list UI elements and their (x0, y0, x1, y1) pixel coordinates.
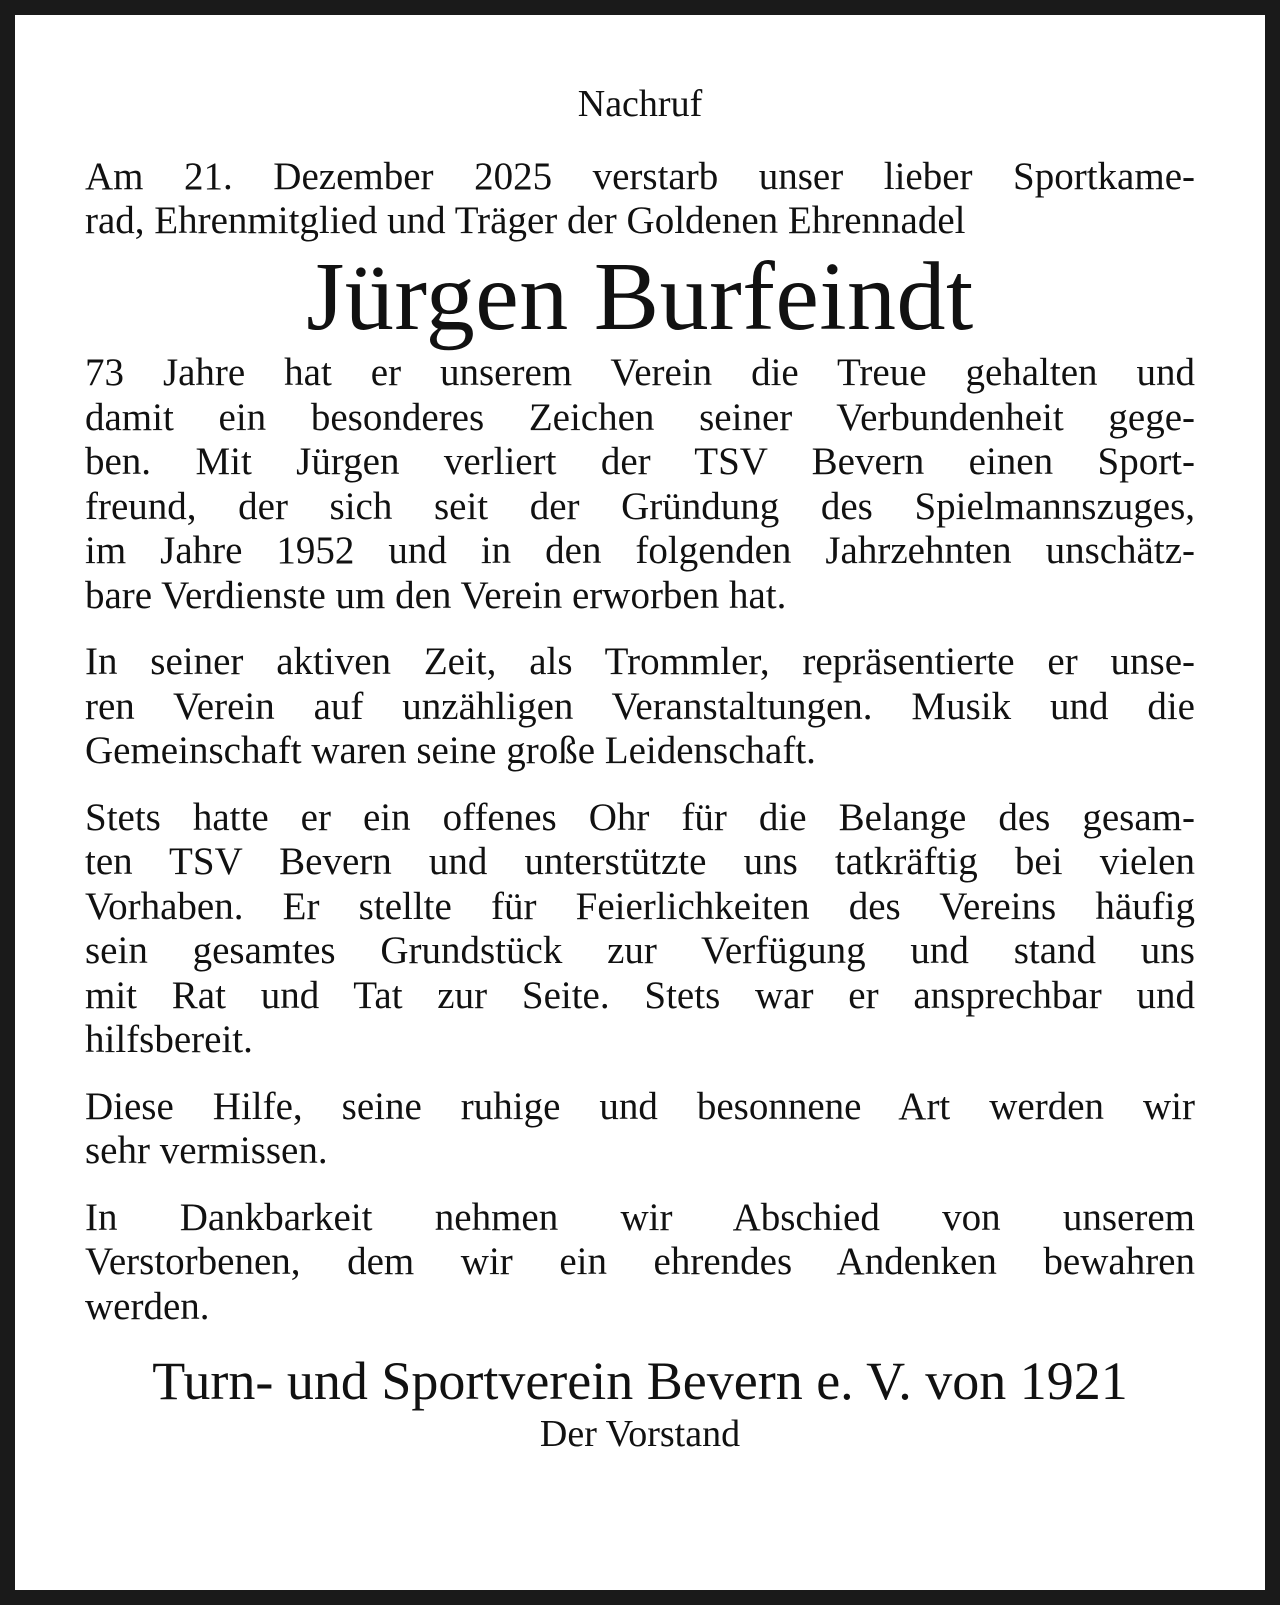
paragraph-line: werden. (85, 1284, 210, 1328)
paragraph-line: ren Verein auf unzähligen Veranstaltungen. Musik und die (85, 684, 1195, 728)
paragraph-line: Verstorbenen, dem wir ein ehrendes Andenken bewahren (85, 1240, 1195, 1283)
intro-line: Am 21. Dezember 2025 verstarb unser lieber Sportkame- (85, 155, 1195, 198)
paragraph-line: bare Verdienste um den Verein erworben hat. (85, 573, 787, 617)
paragraph-line: Stets hatte er ein offenes Ohr für die Belange des gesam- (85, 795, 1195, 839)
paragraph-line: ben. Mit Jürgen verliert der TSV Bevern einen Sport- (85, 440, 1195, 483)
paragraph-line: hilfsbereit. (85, 1018, 253, 1061)
paragraph-active-time (85, 640, 1195, 774)
paragraph-line: sein gesamtes Grundstück zur Verfügung und stand uns (85, 929, 1195, 972)
paragraph-line: 73 Jahre hat er unserem Verein die Treue gehalten und (85, 351, 1195, 394)
obituary-notice (15, 15, 1265, 1590)
paragraph-line: Diese Hilfe, seine ruhige und besonnene Art werden wir (85, 1084, 1195, 1128)
paragraph-line: im Jahre 1952 und in den folgenden Jahrzehnten unschätz- (85, 529, 1195, 572)
paragraph-line: sehr vermissen. (85, 1129, 328, 1172)
notice-heading: Nachruf (577, 83, 703, 125)
intro-text (85, 155, 1195, 243)
paragraph-farewell (85, 1196, 1195, 1330)
paragraph-line: Vorhaben. Er stellte für Feierlichkeiten des Vereins häufig (85, 884, 1195, 928)
paragraph-line: ten TSV Bevern und unterstützte uns tatkräftig bei vielen (85, 840, 1195, 883)
paragraph-line: In seiner aktiven Zeit, als Trommler, repräsentierte er unse- (85, 640, 1195, 683)
notice-content (85, 81, 1195, 1457)
intro-line: rad, Ehrenmitglied und Träger der Goldenen Ehrennadel (85, 199, 966, 242)
club-name: Turn- und Sportverein Bevern e. V. von 1921 (152, 1351, 1128, 1411)
deceased-name: Jürgen Burfeindt (306, 243, 974, 351)
paragraph-line: In Dankbarkeit nehmen wir Abschied von unserem (85, 1195, 1195, 1239)
paragraph-line: Gemeinschaft waren seine große Leidenschaft. (85, 729, 816, 772)
paragraph-tribute (85, 351, 1195, 618)
signature: Der Vorstand (539, 1413, 741, 1455)
paragraph-missed (85, 1085, 1195, 1174)
paragraph-line: mit Rat und Tat zur Seite. Stets war er ansprechbar und (85, 973, 1195, 1017)
paragraph-line: damit ein besonderes Zeichen seiner Verbundenheit gege- (85, 395, 1195, 439)
paragraph-line: freund, der sich seit der Gründung des Spielmannszuges, (85, 484, 1195, 528)
paragraph-support (85, 796, 1195, 1063)
